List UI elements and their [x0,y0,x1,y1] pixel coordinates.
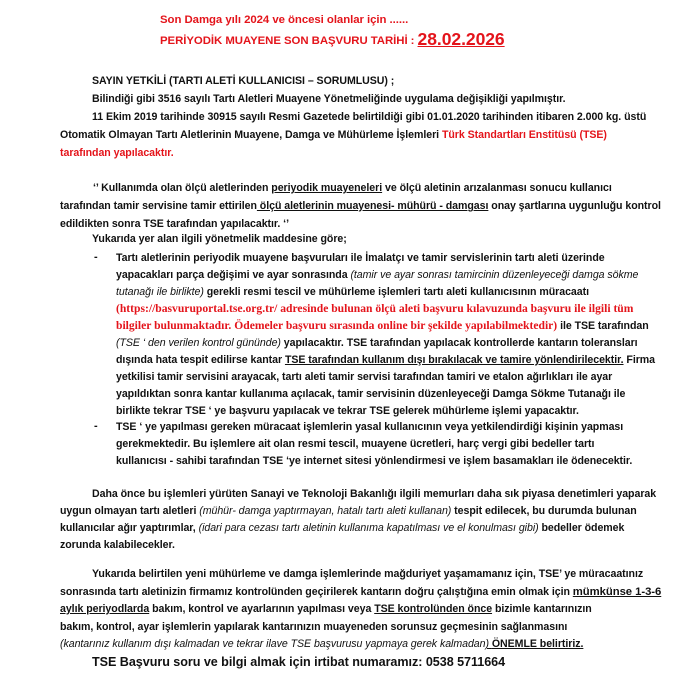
bullet-marker: - [94,420,98,432]
text-segment: bizimle kantarınızın [492,603,592,615]
text-segment: (tamir ve ayar sonrası tamircinin düzenleyeceği damga sökme [350,269,639,281]
bullet-line [116,404,579,418]
text-segment: zorunda kalabilecekler. [60,539,175,551]
salutation: SAYIN YETKİLİ (TARTI ALETİ KULLANICISI – SORUMLUSU) ; [92,75,395,87]
ministry-line [60,521,624,535]
text-segment: (idari para cezası tartı aletinin kullanıma kapatılması ve el konulması gibi) [198,522,539,534]
text-segment: TSE kontrolünden önce [374,603,493,615]
advice-line [92,567,643,581]
advice-line [60,585,661,599]
bullet-line [116,353,655,367]
text-segment: (mühür- damga yaptırmayan, hatalı tartı aleti kullanan) [199,505,452,517]
bullet-line [116,336,638,350]
text-segment: Yukarıda belirtilen yeni mühürleme ve damga işlemlerinde mağduriyet yaşamamanız için, TSE’ ye müracaatınız [92,568,644,580]
deadline-label: PERİYODİK MUAYENE SON BAŞVURU TARİHİ : [160,35,418,47]
bullet-line [116,268,638,282]
bullet-line [116,454,632,468]
law-para-line [60,128,607,142]
text-segment: dışında hata tespit edilirse kantar [116,354,285,366]
bullet-line [116,370,612,384]
ministry-line [92,487,656,501]
contact-line [92,655,505,669]
text-segment: bakım, kontrol ve ayarlarının yapılması veya [149,603,375,615]
text-segment: gerekmektedir. Bu işlemlere ait olan resmi tescil, muayene ücretleri, harç vergi gibi bedeller tartı [116,438,595,450]
text-segment: ile TSE tarafından [557,320,649,332]
text-segment: tutanağı ile birlikte) [116,286,204,298]
text-segment: yapılacaktır. TSE tarafından yapılacak kontrollerde kantarın toleransları [280,337,638,349]
quote-text: tarafından tamir servisine tamir ettirilen [60,200,257,212]
regulation-intro: Yukarıda yer alan ilgili yönetmelik maddesine göre; [92,233,347,245]
text-segment: aylık periyodlarda [60,603,150,615]
quote-line [60,199,661,213]
quote-line [93,181,612,195]
text-segment: yetkilisi tamir servisini arayacak, tartı aleti tamir servisi tarafından tamiri ve etalon ağırlıkları ile ayar [116,371,613,383]
text-segment: tespit edilecek, bu durumda bulunan [451,505,637,517]
ministry-line [60,504,637,518]
bullet-line [116,251,605,265]
text-segment: uygun olmayan tartı aletleri [60,505,200,517]
header-deadline [160,29,505,49]
law-text: Otomatik Olmayan Tartı Aletlerinin Muayene, Damga ve Mühürleme İşlemleri [60,129,442,141]
advice-line [60,620,567,634]
text-segment: Daha önce bu işlemleri yürüten Sanayi ve Teknoloji Bakanlığı ilgili memurları daha sık piyasa denetimleri yaparak [92,488,657,500]
text-segment: bedeller ödemek [538,522,625,534]
bullet-line [116,387,625,401]
law-para-line: 11 Ekim 2019 tarihinde 30915 sayılı Resmi Gazetede belirtildiği gibi 01.01.2020 tarihinden itibaren 2.000 kg. üstü [92,111,647,123]
text-segment: Firma [623,354,656,366]
text-segment: (TSE ‘ den verilen kontrol gününde) [116,337,281,349]
bullet-line [116,285,589,299]
bullet-line [116,420,623,434]
header-line-1: Son Damga yılı 2024 ve öncesi olanlar için ...... [160,14,409,26]
bullet-line [116,319,649,333]
intro-text: Bilindiği gibi 3516 sayılı Tartı Aletleri Muayene Yönetmeliğinde uygulama değişikliği yapılmıştır. [92,93,566,105]
text-segment: sonrasında tartı aletinizin firmamız kontrolünden geçirilerek kantarın doğru çalıştığına emin olmak için [60,585,573,598]
text-segment: birlikte tekrar TSE ‘ ye başvuru yapılacak ve tekrar TSE gelerek mühürleme işlemi yapacaktır. [116,405,579,417]
quote-underlined: ölçü aletlerinin muayenesi- mühürü - damgası [256,200,489,212]
deadline-date: 28.02.2026 [417,29,505,49]
quote-text: ve ölçü aletinin arızalanması sonucu kullanıcı [382,182,612,194]
text-segment: bilgiler bulunmaktadır. Ödemeler başvuru sırasında online bir şekilde yapılabilmektedir) [116,319,558,332]
ministry-line [60,538,175,552]
text-segment: ÖNEMLE belirtiriz. [491,638,584,650]
quote-text: ‘’ Kullanımda olan ölçü aletlerinden [93,182,272,194]
quote-underlined: periyodik muayeneleri [271,182,383,194]
text-segment: kullanıcılar ağır yaptırımlar, [60,522,199,534]
tse-name: Türk Standartları Enstitüsü (TSE) [441,129,607,141]
text-segment: gerekli resmi tescil ve mühürleme işlemleri tartı aleti kullanıcısının müracaatı [203,286,589,298]
text-segment: (kantarınız kullanım dışı kalmadan ve tekrar ilave TSE başvurusu yapmaya gerek kalmadan [60,638,486,650]
text-segment: yapacakları parça değişimi ve ayar sonrasında [116,269,351,281]
header-notice [160,13,408,27]
text-segment: yapıldıktan sonra kantar kullanıma açılacak, tamir servisinin düzenleyeceği Damga Sökme Tutanağı ile [116,388,626,400]
bullet-marker: - [94,251,98,263]
text-segment: bakım, kontrol, ayar işlemlerin yapılarak kantarınızın muayeneden sorunsuz geçmesinin sağlanmasını [60,620,568,633]
advice-line [60,637,583,651]
bullet-line [116,437,594,451]
quote-text: onay şartlarına uygunluğu kontrol [488,200,661,212]
bullet-line [116,302,633,316]
text-segment: kullanıcısı - sahibi tarafından TSE ‘ye internet sitesi yönlendirmesi ve işlem basamakları ile ödenecektir. [116,455,633,467]
text-segment: (https://basvuruportal.tse.org.tr/ adresinde bulunan ölçü aleti başvuru kılavuzunda başvuru ile ilgili tüm [116,302,634,315]
text-segment: TSE ‘ ye yapılması gereken müracaat işlemlerin yasal kullanıcının veya yetkilendirdiği kişinin yapması [116,421,624,433]
contact-label: TSE Başvuru soru ve bilgi almak için irtibat numaramız: [92,655,426,669]
text-segment: TSE tarafından kullanım dışı bırakılacak ve tamire yönlendirilecektir. [284,354,624,366]
text-segment: Tartı aletlerinin periyodik muayene başvuruları ile İmalatçı ve tamir servislerinin tartı aleti üzerinde [116,252,605,264]
advice-line [60,602,592,616]
law-para-line: tarafından yapılacaktır. [60,147,174,159]
text-segment: ) [485,638,492,650]
contact-phone: 0538 5711664 [425,655,506,669]
quote-line: edildikten sonra TSE tarafından yapılacaktır. ‘’ [60,218,289,230]
text-segment: mümkünse 1-3-6 [572,585,662,598]
